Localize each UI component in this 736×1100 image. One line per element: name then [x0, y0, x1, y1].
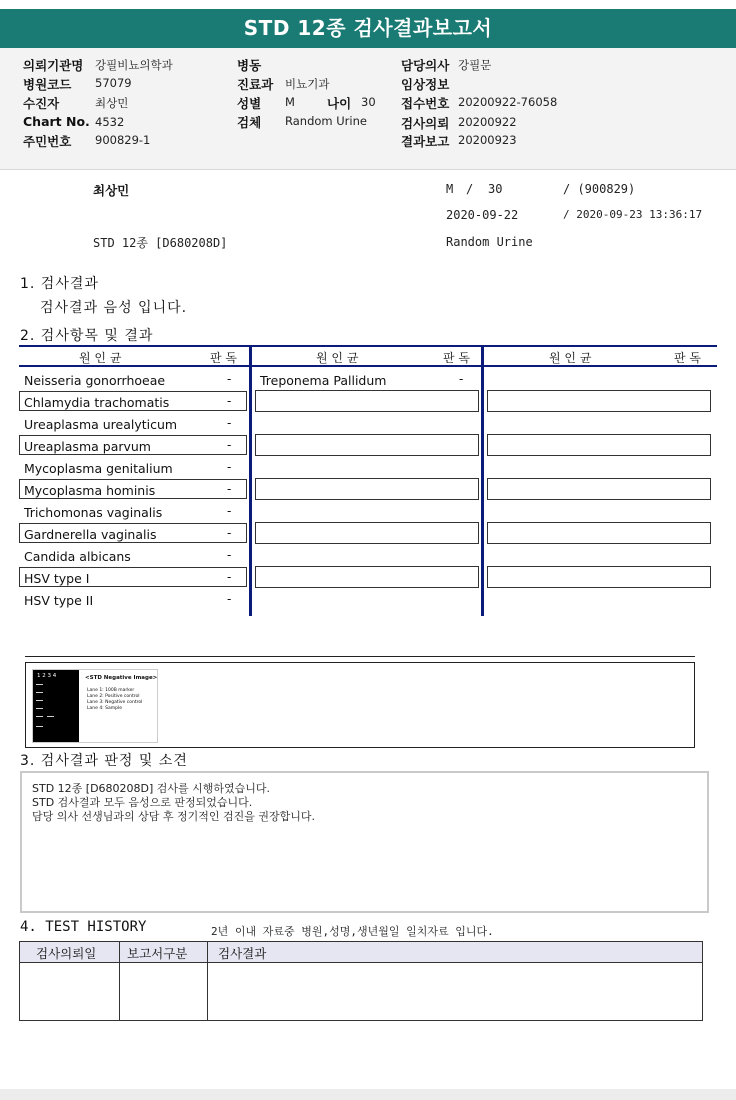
info-label: 병동 [237, 58, 262, 73]
summary-age: 30 [488, 182, 503, 196]
organism-result: - [227, 526, 232, 540]
patient-info-panel [0, 48, 736, 170]
table-top-rule [19, 345, 717, 347]
organism-result: - [227, 592, 232, 606]
info-value: 강필비뇨의학과 [95, 58, 173, 72]
table-header-rule [19, 365, 717, 367]
gel-band [36, 726, 43, 727]
info-label: 성별 [237, 96, 262, 111]
history-col-divider [119, 942, 120, 1020]
info-label: 수진자 [23, 96, 60, 111]
gel-legend: Lane 2: Positive control [87, 694, 140, 699]
section-1-text: 검사결과 음성 입니다. [40, 300, 188, 316]
info-label: 담당의사 [401, 58, 450, 73]
organism-result: - [459, 372, 464, 386]
organism-name: Mycoplasma hominis [24, 483, 156, 498]
row-box [487, 390, 711, 412]
image-top-rule [25, 656, 695, 657]
history-header-result: 검사결과 [218, 946, 267, 961]
info-value: Random Urine [285, 114, 367, 128]
info-label: 결과보고 [401, 134, 450, 149]
organism-result: - [227, 570, 232, 584]
organism-name: Chlamydia trachomatis [24, 395, 170, 410]
organism-name: Mycoplasma genitalium [24, 461, 173, 476]
organism-name: Neisseria gonorrhoeae [24, 373, 166, 388]
organism-result: - [227, 372, 232, 386]
gel-image [32, 669, 158, 743]
col-header-organism: 원 인 균 [316, 351, 359, 365]
organism-result: - [227, 504, 232, 518]
gel-band [36, 708, 43, 709]
finding-line: STD 12종 [D680208D] 검사를 시행하였습니다. [32, 782, 271, 795]
row-box [487, 478, 711, 500]
organism-name: Trichomonas vaginalis [24, 505, 163, 520]
table-divider [481, 345, 484, 616]
info-value: 900829-1 [95, 133, 151, 147]
history-header-date: 검사의뢰일 [36, 946, 97, 961]
gel-legend: Lane 4: Sample [87, 706, 122, 711]
summary-sex: M [446, 182, 454, 196]
info-value: 4532 [95, 115, 125, 129]
gel-band [36, 700, 43, 701]
info-value: M [285, 95, 295, 109]
info-label: 주민번호 [23, 134, 72, 149]
finding-line: 담당 의사 선생님과의 상담 후 정기적인 검진을 권장합니다. [32, 810, 315, 823]
gel-band [36, 692, 43, 693]
info-label: 임상정보 [401, 77, 450, 92]
col-header-result: 판 독 [443, 351, 470, 365]
info-label: 검사의뢰 [401, 116, 450, 131]
history-col-divider [207, 942, 208, 1020]
col-header-result: 판 독 [674, 351, 701, 365]
gel-legend: Lane 3: Negative control [87, 700, 143, 705]
organism-name: Ureaplasma parvum [24, 439, 151, 454]
summary-slash: / [466, 182, 474, 196]
organism-name: HSV type I [24, 571, 90, 586]
row-box [487, 566, 711, 588]
organism-name: Ureaplasma urealyticum [24, 417, 178, 432]
organism-result: - [227, 460, 232, 474]
row-box [255, 522, 479, 544]
gel-lane-numbers: 1 2 3 4 [37, 673, 57, 679]
history-header [20, 942, 702, 963]
info-value: 20200923 [458, 133, 517, 147]
row-box [487, 522, 711, 544]
organism-name: Gardnerella vaginalis [24, 527, 157, 542]
section-4-title: 4. TEST HISTORY [20, 919, 147, 935]
row-box [255, 478, 479, 500]
col-header-organism: 원 인 균 [79, 351, 122, 365]
gel-band [36, 684, 43, 685]
organism-result: - [227, 548, 232, 562]
info-value: 강필문 [458, 58, 492, 72]
organism-result: - [227, 416, 232, 430]
summary-test: STD 12종 [D680208D] [93, 236, 228, 250]
organism-name: HSV type II [24, 593, 94, 608]
report-title: STD 12종 검사결과보고서 [0, 9, 736, 48]
summary-request-date: 2020-09-22 [446, 208, 519, 222]
info-value: 57079 [95, 76, 132, 90]
info-value: 30 [361, 95, 376, 109]
info-value: 비뇨기과 [285, 77, 330, 91]
info-value: 20200922-76058 [458, 95, 558, 109]
info-label: 진료과 [237, 77, 274, 92]
summary-name: 최상민 [93, 183, 130, 198]
info-label: 병원코드 [23, 77, 72, 92]
organism-result: - [227, 438, 232, 452]
organism-name: Candida albicans [24, 549, 131, 564]
organism-result: - [227, 394, 232, 408]
history-header-type: 보고서구분 [127, 946, 188, 961]
section-1-title: 1. 검사결과 [20, 276, 99, 292]
row-box [255, 434, 479, 456]
gel-lanes [33, 670, 79, 742]
gel-band [47, 716, 54, 717]
info-label: Chart No. [23, 114, 90, 129]
gel-band [36, 716, 43, 717]
section-4-note: 2년 이내 자료중 병원,성명,생년월일 일치자료 입니다. [211, 925, 494, 938]
row-box [255, 390, 479, 412]
bottom-bar [0, 1089, 736, 1100]
info-label: 검체 [237, 115, 262, 130]
finding-line: STD 검사결과 모두 음성으로 판정되었습니다. [32, 796, 253, 809]
info-label: 나이 [327, 96, 352, 111]
info-label: 의뢰기관명 [23, 58, 84, 73]
info-value: 20200922 [458, 115, 517, 129]
col-header-result: 판 독 [210, 351, 237, 365]
section-3-title: 3. 검사결과 판정 및 소견 [20, 753, 188, 769]
gel-legend: Lane 1: 100B marker [87, 688, 135, 693]
row-box [255, 566, 479, 588]
info-label: 접수번호 [401, 96, 450, 111]
table-divider [249, 345, 252, 616]
row-box [487, 434, 711, 456]
section-2-title: 2. 검사항목 및 결과 [20, 328, 154, 344]
organism-name: Treponema Pallidum [260, 373, 387, 388]
summary-specimen: Random Urine [446, 235, 533, 249]
summary-birth: / (900829) [563, 182, 636, 196]
organism-result: - [227, 482, 232, 496]
summary-report-datetime: / 2020-09-23 13:36:17 [563, 208, 703, 221]
gel-title: <STD Negative Image> [85, 675, 158, 681]
history-table [19, 941, 703, 1021]
col-header-organism: 원 인 균 [549, 351, 592, 365]
findings-box [20, 771, 709, 913]
info-value: 최상민 [95, 96, 129, 110]
